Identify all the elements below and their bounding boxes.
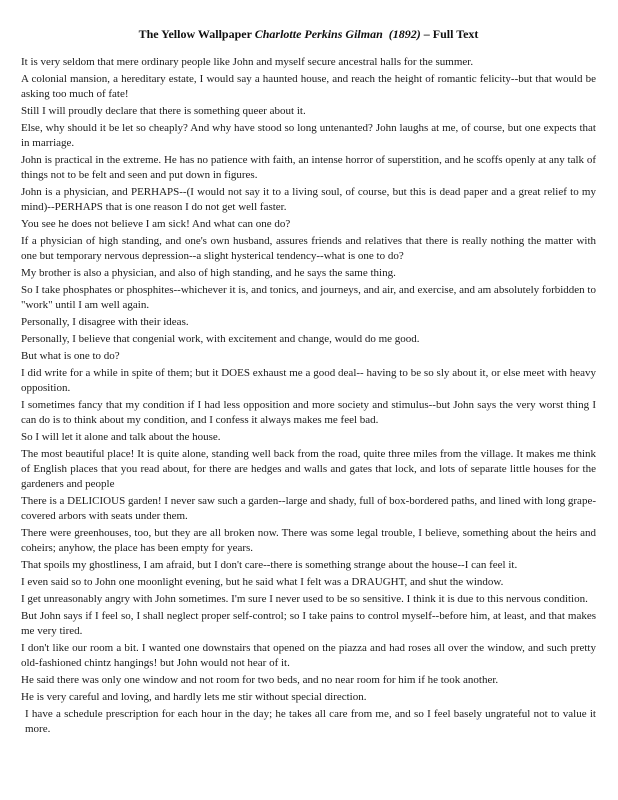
paragraph: If a physician of high standing, and one's own husband, assures friends and relatives that there is really nothing the matter with one but temporary nervous depression--a slight hysterical tendency--what is one to do? [21,235,596,262]
title-main: The Yellow Wallpaper [138,27,255,41]
paragraph: The most beautiful place! It is quite alone, standing well back from the road, quite three miles from the village. It makes me think of English places that you read about, for there are hedges and walls and gates that lock, and lots of separate little houses for the gardeners and people [21,448,596,490]
title-suffix: – Full Text [420,27,479,41]
document-title [21,26,596,42]
paragraph: I get unreasonably angry with John sometimes. I'm sure I never used to be so sensitive. I think it is due to this nervous condition. [21,593,588,605]
paragraph: John is a physician, and PERHAPS--(I would not say it to a living soul, of course, but this is dead paper and a great relief to my mind)--PERHAPS that is one reason I do not get well faster. [21,186,596,213]
paragraph: I don't like our room a bit. I wanted one downstairs that opened on the piazza and had roses all over the window, and such pretty old-fashioned chintz hangings! but John would not hear of it. [21,642,596,669]
title-author: Charlotte Perkins Gilman (1892) [254,27,421,41]
paragraph: But John says if I feel so, I shall neglect proper self-control; so I take pains to control myself--before him, at least, and that makes me very tired. [21,610,596,637]
paragraph: Personally, I disagree with their ideas. [21,316,189,328]
document-body [21,55,596,737]
paragraph: John is practical in the extreme. He has no patience with faith, an intense horror of superstition, and he scoffs openly at any talk of things not to be felt and seen and put down in figures. [21,154,596,181]
paragraph: Personally, I believe that congenial work, with excitement and change, would do me good. [21,333,420,345]
paragraph: He is very careful and loving, and hardly lets me stir without special direction. [21,691,367,703]
paragraph: Still I will proudly declare that there is something queer about it. [21,105,306,117]
paragraph: I have a schedule prescription for each hour in the day; he takes all care from me, and so I feel basely ungrateful not to value it more. [25,708,596,735]
paragraph: You see he does not believe I am sick! And what can one do? [21,218,291,230]
paragraph: A colonial mansion, a hereditary estate, I would say a haunted house, and reach the height of romantic felicity--but that would be asking too much of fate! [21,73,596,100]
paragraph: That spoils my ghostliness, I am afraid, but I don't care--there is something strange about the house--I can feel it. [21,559,518,571]
paragraph: My brother is also a physician, and also of high standing, and he says the same thing. [21,267,396,279]
paragraph: But what is one to do? [21,350,120,362]
paragraph: He said there was only one window and not room for two beds, and no near room for him if he took another. [21,674,499,686]
paragraph: So I take phosphates or phosphites--whichever it is, and tonics, and journeys, and air, and exercise, and am absolutely forbidden to "work" until I am well again. [21,284,596,311]
paragraph: Else, why should it be let so cheaply? And why have stood so long untenanted? John laughs at me, of course, but one expects that in marriage. [21,122,596,149]
paragraph: It is very seldom that mere ordinary people like John and myself secure ancestral halls for the summer. [21,56,474,68]
paragraph: So I will let it alone and talk about the house. [21,431,221,443]
paragraph: I did write for a while in spite of them; but it DOES exhaust me a good deal-- having to be so sly about it, or else meet with heavy opposition. [21,367,596,394]
paragraph: I even said so to John one moonlight evening, but he said what I felt was a DRAUGHT, and shut the window. [21,576,504,588]
paragraph: There is a DELICIOUS garden! I never saw such a garden--large and shady, full of box-bordered paths, and lined with long grape-covered arbors with seats under them. [21,495,596,522]
paragraph: I sometimes fancy that my condition if I had less opposition and more society and stimulus--but John says the very worst thing I can do is to think about my condition, and I confess it always makes me feel bad. [21,399,596,426]
paragraph: There were greenhouses, too, but they are all broken now. There was some legal trouble, I believe, something about the heirs and coheirs; anyhow, the place has been empty for years. [21,527,596,554]
